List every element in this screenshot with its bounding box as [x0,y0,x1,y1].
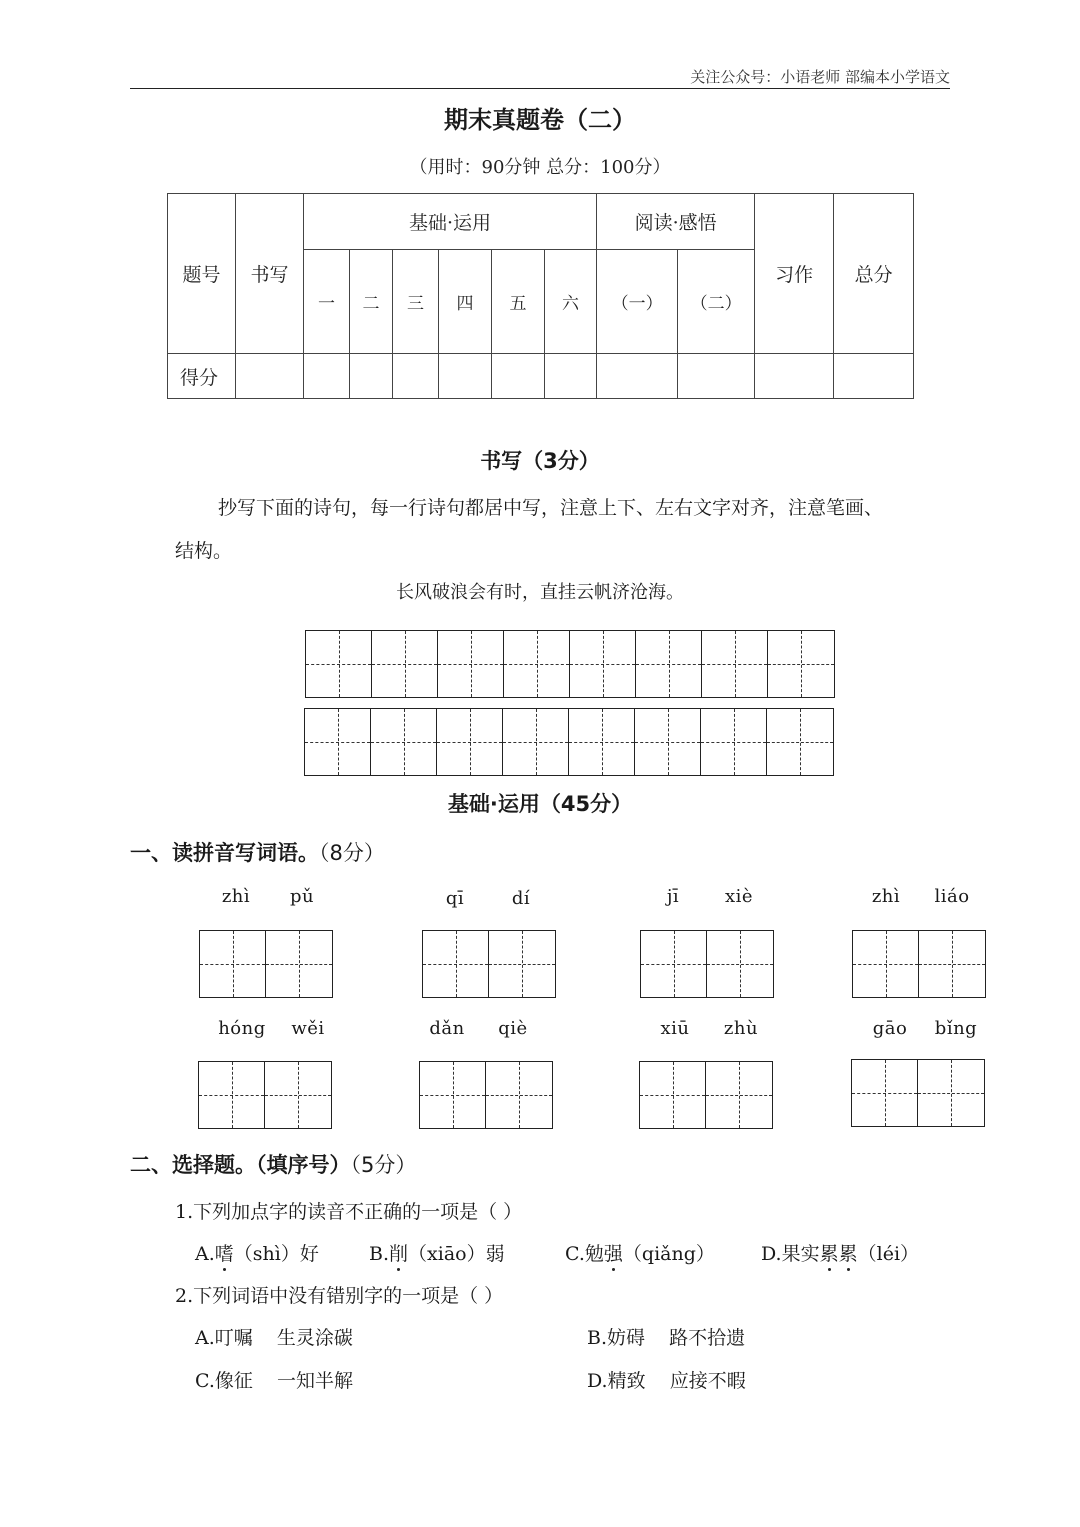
writing-cell[interactable] [423,931,489,997]
writing-cell[interactable] [636,631,702,697]
pinyin-label: jī xiè [666,886,754,907]
q2-item2-option-b[interactable]: B.妨碍 路不拾遗 [587,1327,746,1349]
answer-box[interactable] [639,1061,773,1129]
page-subtitle: （用时：90分钟 总分：100分） [409,157,671,178]
shuxie-instruction-1: 抄写下面的诗句，每一行诗句都居中写，注意上下、左右文字对齐，注意笔画、 [218,497,884,519]
header-note: 关注公众号：小语老师 部编本小学语文 [690,68,950,86]
writing-cell[interactable] [570,631,636,697]
pinyin-label: hóng wěi [218,1018,325,1039]
q2-item2-option-a[interactable]: A.叮嘱 生灵涂碳 [195,1327,353,1349]
dotted-char: 嗜 [214,1243,234,1265]
writing-cell[interactable] [640,1062,706,1128]
q2-item1-option-d[interactable]: D.果实累累（léi） [761,1243,920,1265]
score-cell[interactable] [439,354,492,399]
score-cell[interactable] [678,354,755,399]
writing-cell[interactable] [489,931,555,997]
answer-box[interactable] [852,930,986,998]
writing-cell[interactable] [200,931,266,997]
writing-grid-row-2[interactable] [304,708,834,776]
writing-cell[interactable] [767,709,833,775]
writing-cell[interactable] [569,709,635,775]
writing-cell[interactable] [707,931,773,997]
pinyin-label: gāo bǐng [872,1018,978,1039]
answer-box[interactable] [198,1061,332,1129]
group-yuedu: 阅读·感悟 [597,194,755,250]
shuxie-title: 书写（3分） [480,449,600,473]
score-cell[interactable] [236,354,304,399]
col-tihao: 题号 [168,194,236,354]
q2-title [130,1149,416,1179]
writing-cell[interactable] [438,631,504,697]
score-cell[interactable] [834,354,914,399]
dotted-char: 削 [389,1243,409,1265]
writing-cell[interactable] [306,631,372,697]
q2-item1-stem: 1.下列加点字的读音不正确的一项是（ ） [175,1201,523,1223]
writing-cell[interactable] [852,1060,918,1126]
writing-cell[interactable] [265,1062,331,1128]
answer-box[interactable] [419,1061,553,1129]
jichu-item: 四 [439,250,492,354]
writing-cell[interactable] [701,709,767,775]
writing-cell[interactable] [486,1062,552,1128]
score-cell[interactable] [350,354,393,399]
pinyin-label: dǎn qiè [429,1018,528,1039]
row-defen: 得分 [168,354,236,399]
col-shuxie: 书写 [236,194,304,354]
q1-number: 一、 [130,841,172,865]
q2-item1-option-a[interactable]: A.嗜（shì）好 [195,1243,319,1265]
pinyin-label: xiū zhù [660,1018,759,1039]
writing-cell[interactable] [768,631,834,697]
score-cell[interactable] [492,354,545,399]
q2-item2-stem: 2.下列词语中没有错别字的一项是（ ） [175,1285,504,1307]
q2-item1-option-c[interactable]: C.勉强（qiǎng） [565,1243,715,1265]
dotted-char: 累 [838,1243,858,1265]
header-rule [130,88,950,89]
writing-cell[interactable] [199,1062,265,1128]
yuedu-item: （二） [678,250,755,354]
answer-box[interactable] [422,930,556,998]
group-jichu: 基础·运用 [304,194,597,250]
q1-title [130,837,385,867]
jichu-item: 二 [350,250,393,354]
jichu-item: 三 [393,250,439,354]
writing-cell[interactable] [305,709,371,775]
jichu-item: 五 [492,250,545,354]
writing-cell[interactable] [919,931,985,997]
jichu-item: 六 [545,250,597,354]
dotted-char: 强 [603,1243,623,1265]
pinyin-label: zhì liáo [871,886,970,907]
score-cell[interactable] [597,354,678,399]
writing-cell[interactable] [420,1062,486,1128]
dotted-char: 累 [819,1243,839,1265]
answer-box[interactable] [640,930,774,998]
score-cell[interactable] [755,354,834,399]
writing-cell[interactable] [437,709,503,775]
yuedu-item: （一） [597,250,678,354]
writing-grid-row-1[interactable] [305,630,835,698]
q2-score: （5分） [350,1153,417,1177]
writing-cell[interactable] [635,709,701,775]
page-title: 期末真题卷（二） [444,106,636,134]
col-xizuo: 习作 [755,194,834,354]
writing-cell[interactable] [372,631,438,697]
q1-score: （8分） [319,841,385,865]
q2-item1-option-b[interactable]: B.削（xiāo）弱 [369,1243,505,1265]
col-zongfen: 总分 [834,194,914,354]
poem-line: 长风破浪会有时，直挂云帆济沧海。 [396,582,684,603]
q2-item2-option-c[interactable]: C.像征 一知半解 [195,1370,354,1392]
writing-cell[interactable] [641,931,707,997]
writing-cell[interactable] [706,1062,772,1128]
score-cell[interactable] [393,354,439,399]
jichu-title: 基础·运用（45分） [447,792,633,816]
writing-cell[interactable] [702,631,768,697]
q2-text: 选择题。（填序号） [172,1153,351,1177]
writing-cell[interactable] [503,709,569,775]
q2-item2-option-d[interactable]: D.精致 应接不暇 [587,1370,746,1392]
score-cell[interactable] [304,354,350,399]
writing-cell[interactable] [266,931,332,997]
pinyin-label: zhì pǔ [221,886,315,907]
pinyin-label: qī dí [445,888,531,909]
score-table [167,193,914,399]
score-cell[interactable] [545,354,597,399]
answer-box[interactable] [851,1059,985,1127]
writing-cell[interactable] [918,1060,984,1126]
writing-cell[interactable] [504,631,570,697]
q2-number: 二、 [130,1153,172,1177]
jichu-item: 一 [304,250,350,354]
writing-cell[interactable] [371,709,437,775]
answer-box[interactable] [199,930,333,998]
q1-text: 读拼音写词语。 [172,841,319,865]
writing-cell[interactable] [853,931,919,997]
shuxie-instruction-2: 结构。 [175,540,233,562]
